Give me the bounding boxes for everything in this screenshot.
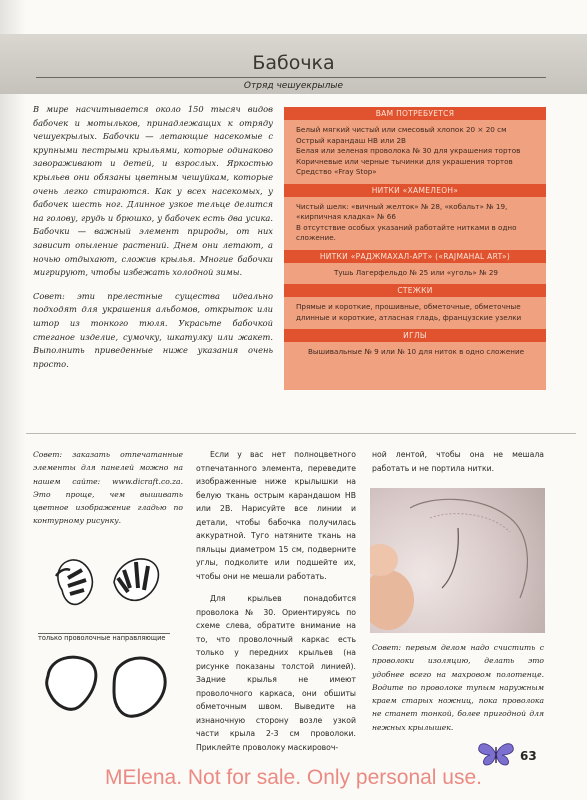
wing-back-left-icon <box>47 657 96 709</box>
figure-caption: только проволочные направляющие <box>38 634 166 642</box>
panel-text-materials: Белый мягкий чистый или смесовый хлопок 20 × 20 см Острый карандаш НВ или 2В Белая или зеленая проволока № 30 для украшения тортов Коричневые или черные тычинки для украшения тортов Средство «Fray Stop» <box>296 125 521 176</box>
intro-text <box>33 103 273 371</box>
wire-photo <box>370 488 545 633</box>
wing-templates-bottom <box>40 646 180 728</box>
panel-heading-materials: ВАМ ПОТРЕБУЕТСЯ <box>284 107 546 120</box>
materials-panel <box>284 107 546 390</box>
wing-back-right-icon <box>114 658 165 716</box>
wing-front-right-icon <box>114 559 158 600</box>
wing-templates-top <box>48 548 178 614</box>
tip-left: Совет: заказать отпечатанные элементы для панелей можно на нашем сайте: www.dicraft.co.za. Это проще, чем вышивать цветное изображение гладью по контурному рисунку. <box>33 450 183 526</box>
instructions-paragraph-1: Если у вас нет полноцветного отпечатанного элемента, переведите изображенные ниже крылышки на белую ткань острым карандашом НВ или 2В. Нарисуйте все линии и детали, чтобы бабочка получилась аккуратной. Туго натяните ткань на пяльцы диаметром 15 см, подверните углы, подколите или подшейте их, чтобы они не мешали работать. <box>196 450 356 581</box>
page-gutter-shadow <box>0 0 26 800</box>
page-number: 63 <box>520 749 537 763</box>
panel-heading-rajmahal: НИТКИ «РАДЖМАХАЛ-АРТ» («RAJMAHAL ART») <box>284 250 546 263</box>
instructions-column <box>196 448 356 763</box>
intro-tip: Совет: эти прелестные существа идеально подходят для украшения альбомов, открыток или штор из тонкого тюля. Украсьте бабочкой стеганое изделие, сумочку, шкатулку или жакет. Выполнить приведенные ниже указания очень просто. <box>33 290 273 369</box>
panel-text-rajmahal: Тушь Лагерфельдо № 25 или «уголь» № 29 <box>333 267 498 277</box>
instructions-paragraph-3: ной лентой, чтобы она не мешала работать и не портила нитки. <box>372 450 544 473</box>
watermark: MElena. Not for sale. Only personal use. <box>104 766 482 789</box>
tip-right: Совет: первым делом надо счистить с проволоки изоляцию, делать это удобнее всего на махровом полотенце. Водите по проволоке тупым наружным краем старых ножниц, пока проволока не станет тонкой, более пригодной для нежных крылышек. <box>372 643 544 732</box>
header-rule <box>36 77 546 78</box>
section-rule <box>26 433 576 434</box>
wire-photo-drawing <box>370 488 545 633</box>
panel-heading-chameleon: НИТКИ «ХАМЕЛЕОН» <box>284 184 546 197</box>
page-subtitle: Отряд чешуекрылые <box>243 81 344 91</box>
instructions-continued <box>372 448 544 484</box>
page-title: Бабочка <box>252 52 335 74</box>
butterfly-icon <box>477 741 515 767</box>
panel-text-needles: Вышивальные № 9 или № 10 для ниток в одно сложение <box>307 347 525 356</box>
intro-paragraph: В мире насчитывается около 150 тысяч видов бабочек и мотыльков, принадлежащих к отряду чешуекрылых. Бабочки — летающие насекомые с крупными пестрыми крыльями, которые одинаково завораживают и детей, и взрослых. Яркостью крыльев они обязаны цветным чешуйкам, которые очень легко стираются. Как у всех насекомых, у бабочек шесть ног. Длинное узкое тельце делится на голову, грудь и брюшко, у бабочек есть два усика. Бабочки — важный элемент природы, от них зависит опыление растений. Днем они летают, а ночью отдыхают, сложив крылья. Многие бабочки мигрируют, чтобы избежать холодной зимы. <box>33 104 273 278</box>
panel-text-stitches: Прямые и короткие, прошивные, обметочные, обметочные длинные и короткие, атласная гладь, французские узелки <box>296 302 522 322</box>
instructions-paragraph-2: Для крыльев понадобится проволока № 30. Ориентируясь по схеме слева, обратите внимание на то, что проволочный каркас есть только у передних крыльев (на рисунке показаны толстой линией). Задние крылья не имеют проволочного каркаса, они обшиты обметочным швом. Выведите на изнаночную сторону возле узкой части крыла 2-3 см проволоки. Приклейте проволоку маскировоч- <box>196 594 356 752</box>
panel-heading-needles: ИГЛЫ <box>284 329 546 342</box>
wing-front-left-icon <box>56 560 92 604</box>
panel-text-chameleon: Чистый шелк: «вичный желток» № 28, «кобальт» № 19, «кирпичная кладка» № 66 В отсутствие особых указаний работайте нитками в одно сложение. <box>296 201 517 242</box>
panel-heading-stitches: СТЕЖКИ <box>284 284 546 297</box>
